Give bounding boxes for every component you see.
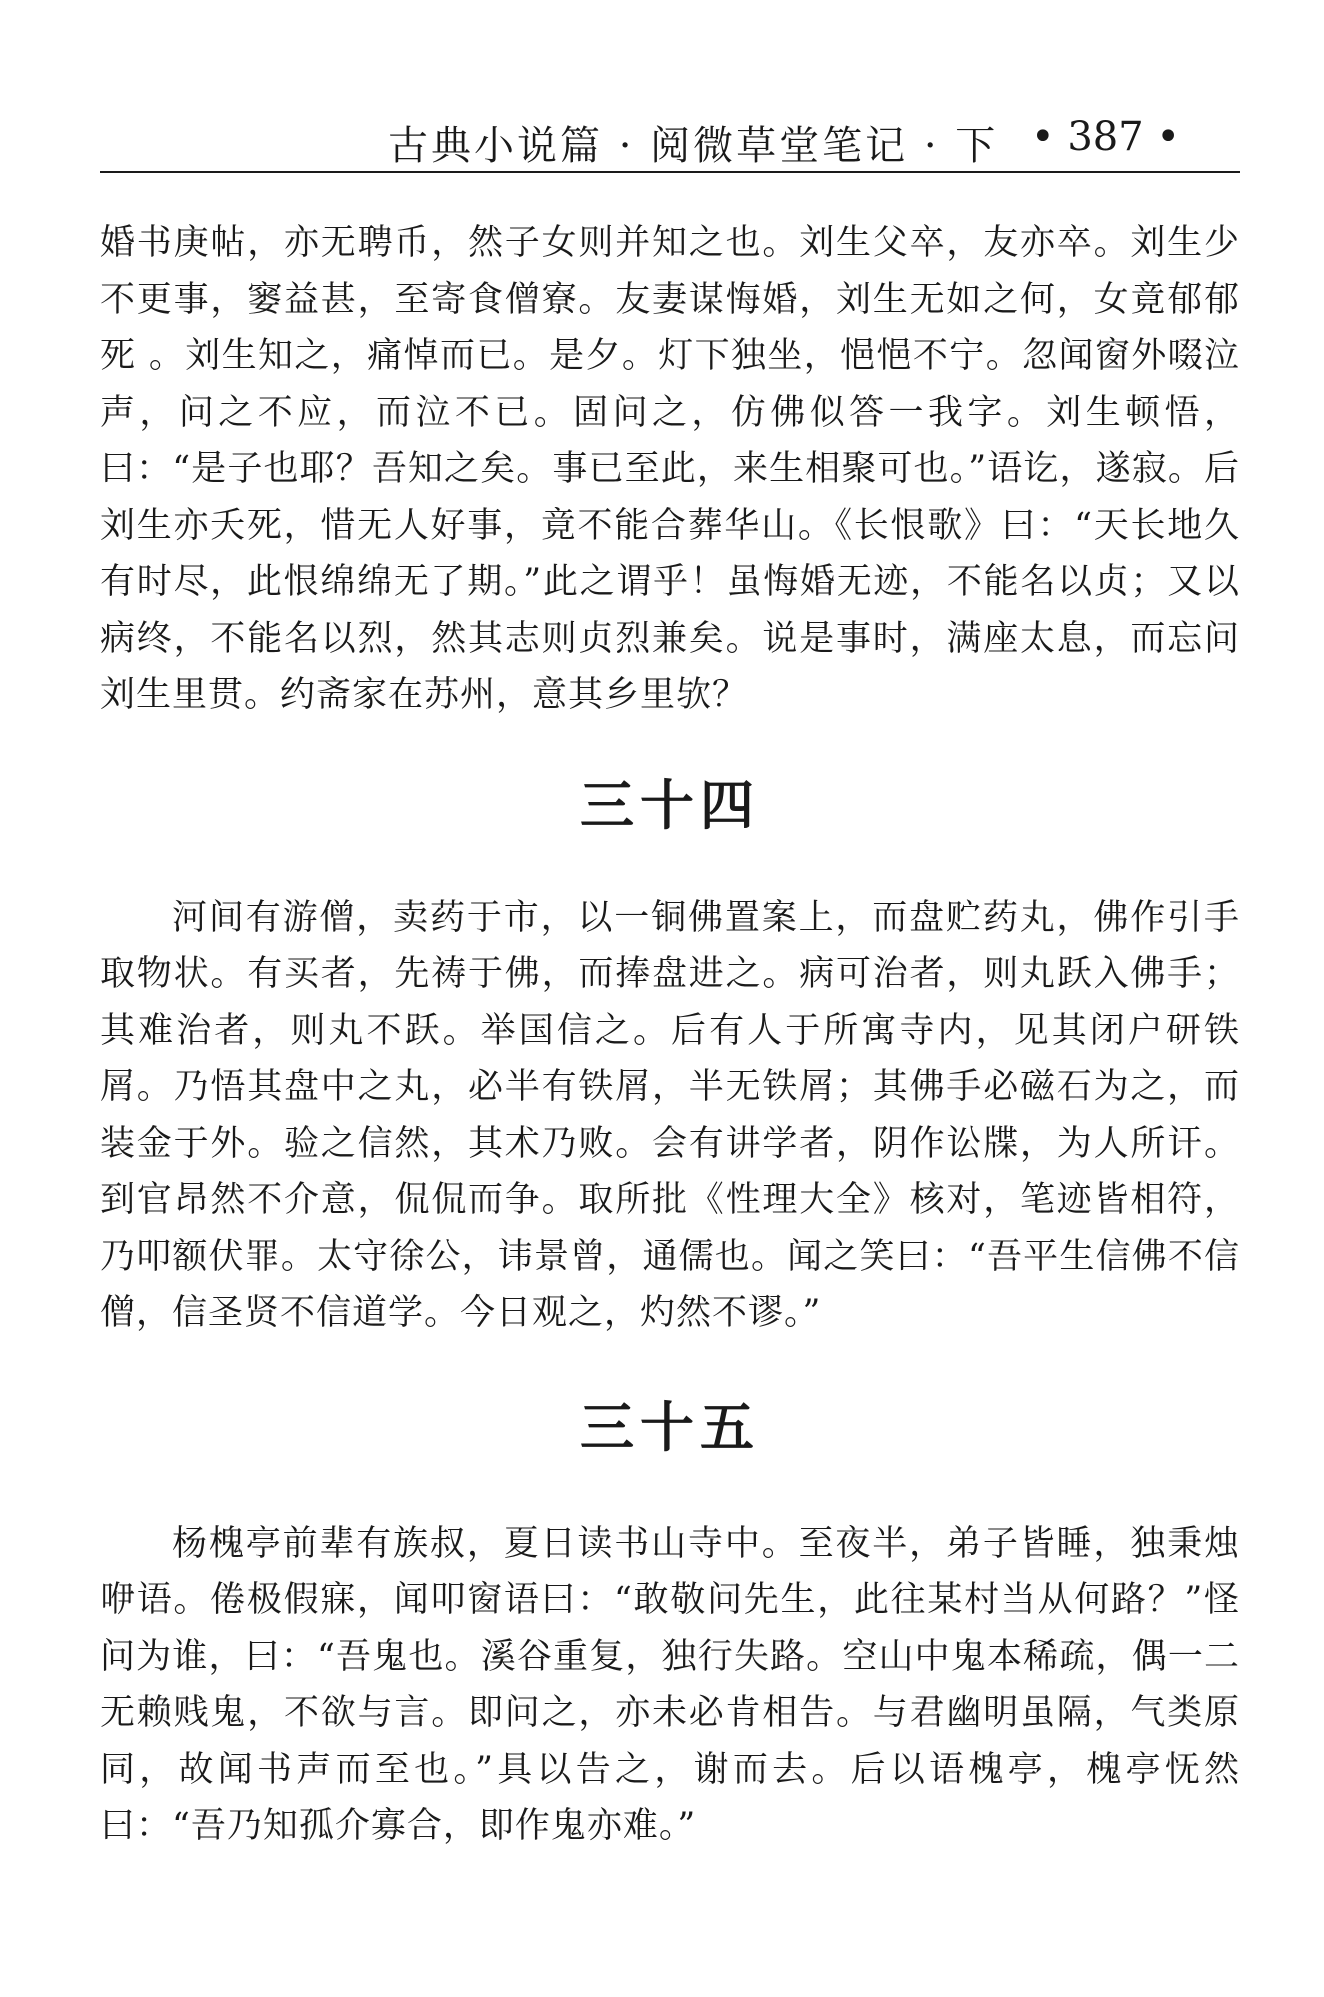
page-body [100, 215, 1240, 1855]
section-heading-34: 三十四 [580, 772, 760, 837]
header-rule [100, 171, 1240, 173]
paragraph-section-35: 杨槐亭前辈有族叔，夏日读书山寺中。至夜半，弟子皆睡，独秉烛咿语。倦极假寐，闻叩窗语曰：“敢敬问先生，此往某村当从何路？”怪问为谁，曰：“吾鬼也。溪谷重复，独行失路。空山中鬼本稀疏，偶一二无赖贱鬼，不欲与言。即问之，亦未必肯相告。与君幽明虽隔，气类原同，故闻书声而至也。”具以告之，谢而去。后以语槐亭，槐亭怃然曰：“吾乃知孤介寡合，即作鬼亦难。” [100, 1523, 1240, 1846]
page-number: • 387 • [1031, 114, 1180, 160]
page-header [100, 108, 1240, 168]
section-heading-35: 三十五 [580, 1394, 760, 1459]
paragraph-continued: 婚书庚帖，亦无聘币，然子女则并知之也。刘生父卒，友亦卒。刘生少不更事，窭益甚，至寄食僧寮。友妻谋悔婚，刘生无如之何，女竟郁郁死 。刘生知之，痛悼而已。是夕。灯下独坐，悒悒不宁。忽闻窗外啜泣声，问之不应，而泣不已。固问之，仿佛似答一我字。刘生顿悟，曰：“是子也耶？吾知之矣。事已至此，来生相聚可也。”语讫，遂寂。后刘生亦夭死，惜无人好事，竟不能合葬华山。《长恨歌》曰：“天长地久有时尽，此恨绵绵无了期。”此之谓乎！虽悔婚无迹，不能名以贞；又以病终，不能名以烈，然其志则贞烈兼矣。说是事时，满座太息，而忘问刘生里贯。约斋家在苏州，意其乡里欤？ [100, 223, 1240, 715]
running-title: 古典小说篇 · 阅微草堂笔记 · 下 [388, 123, 999, 169]
paragraph-section-34: 河间有游僧，卖药于市，以一铜佛置案上，而盘贮药丸，佛作引手取物状。有买者，先祷于佛，而捧盘进之。病可治者，则丸跃入佛手；其难治者，则丸不跃。举国信之。后有人于所寓寺内，见其闭户研铁屑。乃悟其盘中之丸，必半有铁屑，半无铁屑；其佛手必磁石为之，而装金于外。验之信然，其术乃败。会有讲学者，阴作讼牒，为人所讦。到官昂然不介意，侃侃而争。取所批《性理大全》核对，笔迹皆相符，乃叩额伏罪。太守徐公，讳景曾，通儒也。闻之笑曰：“吾平生信佛不信僧，信圣贤不信道学。今日观之，灼然不谬。” [100, 897, 1240, 1333]
